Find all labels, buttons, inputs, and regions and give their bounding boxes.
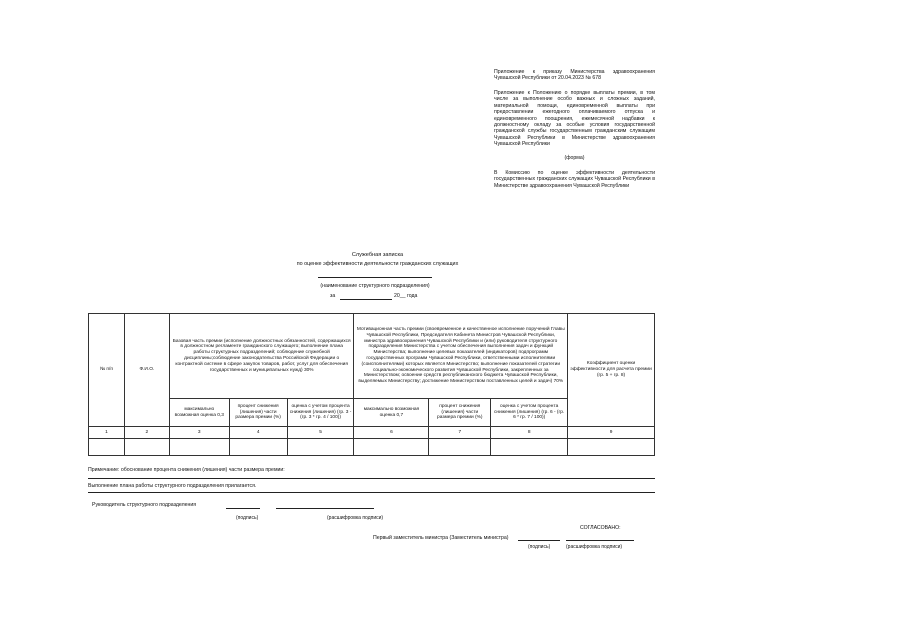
period-prefix: за [330,293,336,299]
table-cell[interactable] [429,439,491,456]
column-index: 9 [568,427,655,439]
head-decoding-line [276,508,374,509]
deputy-signature-line [518,540,560,541]
column-index: 5 [287,427,354,439]
table-cell[interactable] [568,439,655,456]
unit-line [318,277,432,278]
table-cell[interactable] [89,439,125,456]
head-label: Руководитель структурного подразделения [92,502,197,508]
table-cell[interactable] [287,439,354,456]
header-motivational-part: Мотивационная часть премии (своевременное и качественное исполнение поручений Главы Чувашской Республики, Председателя Кабинета Министров Чувашской Республики, министра здравоохранения Чувашской Республики и (или) руководителя структурного подразделения Министерства с учетом обеспечения выполнения задач и функций Министерства; выполнение целевых показателей (индикаторов) подпрограмм государственных программ Чувашской Республики, ответственными исполнителями (соисполнителями) которых является Министерство; выполнение показателей стратегии социально-экономического развития Чувашской Республики, закрепленных за Министерством; освоение средств республиканского бюджета Чувашской Республики, выделяемых Министерству; достижение Министерством поставленных целей и задач) 70% [354,314,568,399]
table-cell[interactable] [229,439,287,456]
header-base-part: Базовая часть премии (исполнение должностных обязанностей, содержащихся в должностном регламенте гражданского служащего; выполнение плана работы структурных подразделений; соблюдение служебной дисциплины;соблюдение законодательства Российской Федерации о контрактной системе в сфере закупок товаров, работ, услуг для обеспечения государственных и муниципальных нужд) 30% [169,314,354,399]
appendix-to-regulation: Приложение к Положению о порядке выплаты премии, в том числе за выполнение особо важных и сложных заданий, материальной помощи, единовременной выплаты при предоставлении ежегодного оплачиваемого отпуска и единовременного поощрения, ежемесячной надбавки к должностному окладу за особые условия государственной гражданской службы государственным гражданским служащим Чувашской Республики в Министерстве здравоохранения Чувашской Республики [494,90,655,148]
agreed-label: СОГЛАСОВАНО: [580,525,621,531]
head-signature-line [226,508,260,509]
justification-note: Примечание: обоснование процента снижения (лишения) части размера премии: [88,467,285,473]
header-base-max: максимально возможная оценка 0,3 [169,399,229,427]
unit-caption: (наименование структурного подразделения) [320,283,430,289]
decoding-caption: (расшифровка подписи) [566,544,623,550]
column-index: 6 [354,427,429,439]
form-label: (форма) [564,155,585,161]
deputy-label: Первый заместитель министра (Заместитель министра) [373,535,509,541]
plan-note: Выполнение плана работы структурного подразделения прилагается. [88,483,257,489]
table-row [89,439,655,456]
table-cell[interactable] [491,439,568,456]
decoding-caption: (расшифровка подписи) [327,515,384,521]
column-index-row [89,427,655,439]
document-title: Служебная записка [351,252,404,258]
column-index: 7 [429,427,491,439]
table-cell[interactable] [354,439,429,456]
plan-line [88,492,655,493]
evaluation-table [88,313,655,456]
header-motiv-score: оценка с учетом процента снижения (лишения) (гр. 6 - (гр. 6 * гр. 7 / 100)) [491,399,568,427]
column-index: 8 [491,427,568,439]
column-index: 4 [229,427,287,439]
signature-caption: (подпись) [528,544,551,550]
header-motiv-max: максимально возможная оценка 0,7 [354,399,429,427]
column-index: 2 [124,427,169,439]
header-base-score: оценка с учетом процента снижения (лишения) (гр. 3 - (гр. 3 * гр. 4 / 100)) [287,399,354,427]
header-base-percent: процент снижения (лишения) части размера премии (%) [229,399,287,427]
appendix-to-order: Приложение к приказу Министерства здравоохранения Чувашской Республики от 20.04.2023 № 678 [494,69,655,82]
document-subtitle: по оценке эффективности деятельности гражданских служащих [296,261,459,267]
table-cell[interactable] [169,439,229,456]
deputy-decoding-line [566,540,634,541]
signature-caption: (подпись) [236,515,259,521]
column-index: 1 [89,427,125,439]
column-index: 3 [169,427,229,439]
header-motiv-percent: процент снижения (лишения) части размера премии (%) [429,399,491,427]
header-num: № п/п [89,314,125,427]
period-line [340,299,392,300]
header-name: Ф.И.О. [124,314,169,427]
header-coefficient: Коэффициент оценки эффективности для расчета премии (гр. 5 + гр. 8) [568,314,655,427]
justification-line [88,478,655,479]
table-cell[interactable] [124,439,169,456]
period-year: 20__ года [394,293,418,299]
addressee: В Комиссию по оценке эффективности деятельности государственных гражданских служащих Чувашской Республики в Министерстве здравоохранения Чувашской Республики [494,170,655,189]
